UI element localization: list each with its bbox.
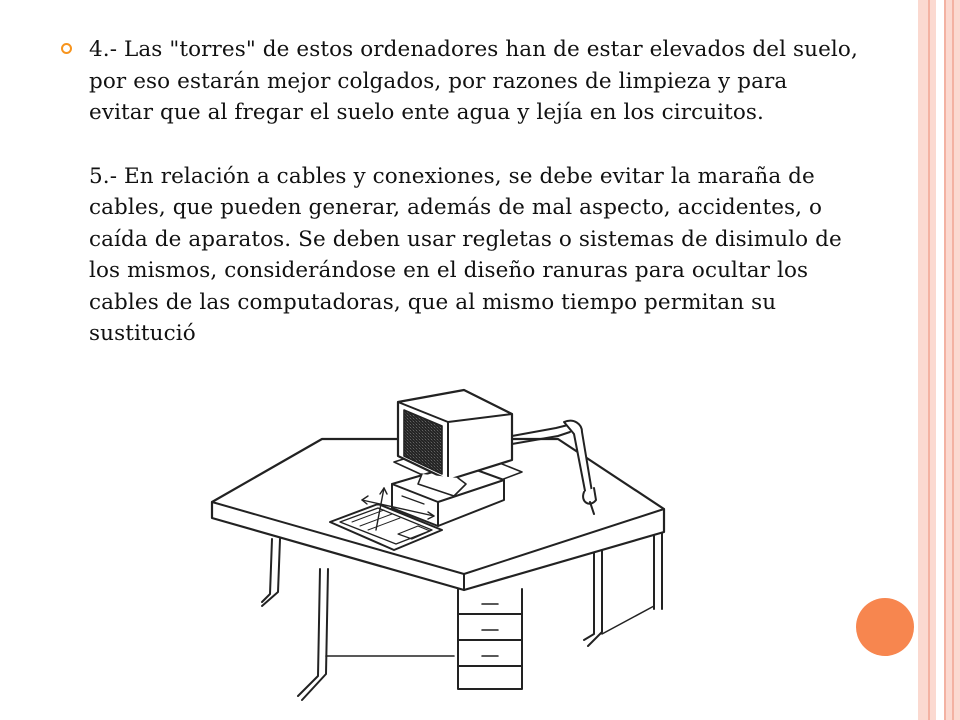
accent-circle — [856, 598, 914, 656]
side-stripe-line — [952, 0, 954, 720]
slide-content — [58, 34, 858, 350]
bullet-circle-icon — [61, 43, 72, 54]
side-stripe-line — [928, 0, 930, 720]
paragraph-4: 4.- Las "torres" de estos ordenadores han de estar elevados del suelo, por eso estarán mejor colgados, por razones de limpieza y para evitar que al fregar el suelo ente agua y lejía en los circuitos. — [89, 37, 858, 125]
side-stripe-line — [944, 0, 946, 720]
computer-desk-illustration — [202, 384, 692, 714]
bullet-item — [58, 34, 858, 350]
paragraph-5: 5.- En relación a cables y conexiones, se debe evitar la maraña de cables, que pueden generar, además de mal aspecto, accidentes, o caída de aparatos. Se deben usar regletas o sistemas de disimulo de los mismos, considerándose en el diseño ranuras para ocultar los cables de las computadoras, que al mismo tiempo permitan su sustitució — [89, 163, 842, 346]
